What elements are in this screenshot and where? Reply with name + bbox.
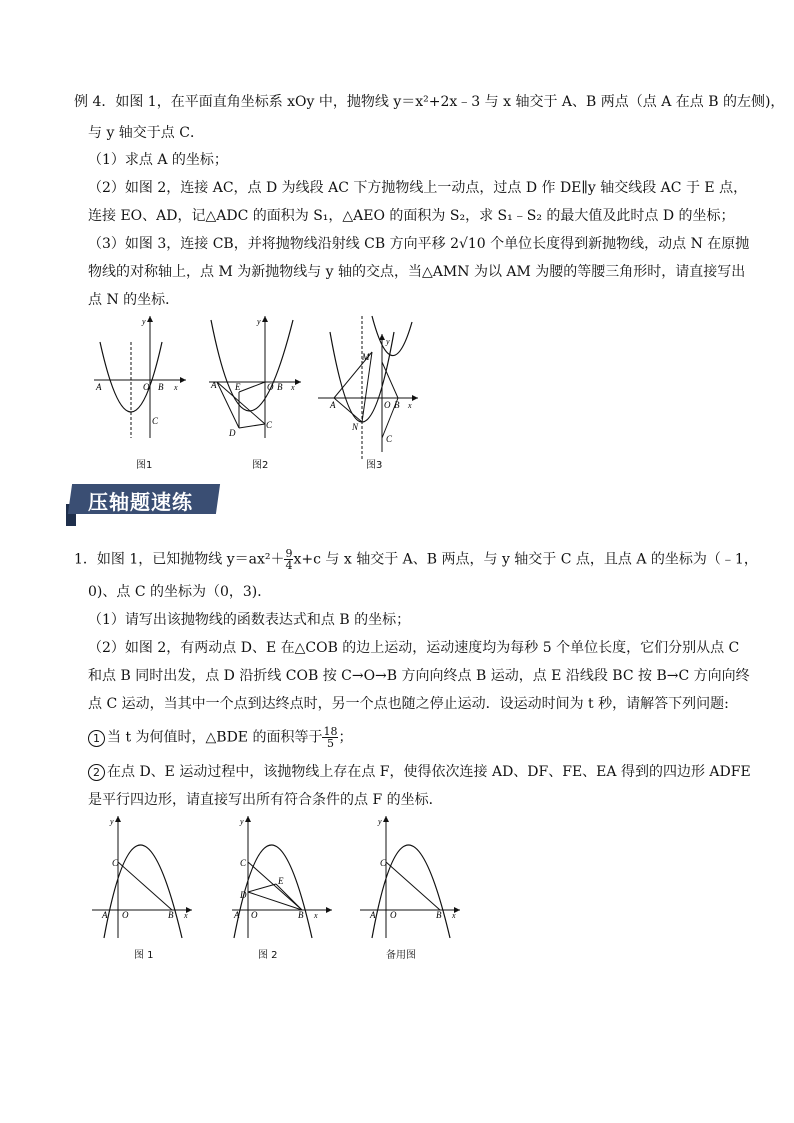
label-B: B [168,910,174,920]
caption-fig3-top: 图3 [366,460,383,471]
example-question-2b: 连接 EO、AD，记△ADC 的面积为 S₁，△AEO 的面积为 S₂，求 S₁﹣S₂ 的最大值及此时点 D 的坐标； [88,208,735,224]
example-question-3b: 物线的对称轴上，点 M 为新抛物线与 y 轴的交点，当△AMN 为以 AM 为腰的等腰三角形时，请直接写出 [88,264,746,280]
example-question-3c: 点 N 的坐标． [88,292,180,308]
problem1-question-2b: 和点 B 同时出发，点 D 沿折线 COB 按 C→O→B 方向向终点 B 运动，点 E 沿线段 BC 按 B→C 方向向终 [88,668,750,684]
figure-1-top [90,312,190,446]
label-M: M [362,352,370,362]
figure-2-bottom [228,812,338,946]
example-question-1: （1）求点 A 的坐标； [88,152,228,168]
figure-3-top [316,312,426,466]
problem1-subquestion-1 [88,726,352,749]
label-y: y [110,817,114,826]
label-C: C [152,416,159,426]
label-x: x [314,911,318,920]
label-C: C [266,420,273,430]
label-y: y [240,817,244,826]
subq2-text-a: 在点 D、E 运动过程中，该抛物线上存在点 F，使得依次连接 AD、DF、FE、EA 得到的四边形 ADFE [107,764,751,780]
frac-num: 9 [285,547,293,560]
label-B: B [277,382,283,392]
label-x: x [174,383,178,392]
subq1-text-a: 当 t 为何值时，△BDE 的面积等于 [107,729,323,746]
frac-den: 5 [326,737,334,750]
problem1-question-2c: 点 C 运动，当其中一个点到达终点时，另一个点也随之停止运动．设运动时间为 t 秒，请解答下列问题: [88,696,729,712]
label-A: A [234,910,240,920]
label-E: E [235,382,241,392]
label-x: x [408,401,412,410]
caption-fig2-bottom: 图 2 [258,950,278,961]
problem1-line-1a: 1．如图 1，已知抛物线 y＝ax²＋ [74,551,285,568]
label-D: D [229,428,236,438]
caption-fig1-bottom: 图 1 [134,950,154,961]
label-A: A [370,910,376,920]
label-A: A [96,382,102,392]
frac-num: 18 [323,725,338,738]
label-O: O [122,910,129,920]
figure-2-top [205,312,305,446]
label-x: x [452,911,456,920]
label-y: y [257,317,261,326]
problem1-line-2: 0)、点 C 的坐标为（0，3)． [88,584,272,600]
problem1-question-1: （1）请写出该抛物线的函数表达式和点 B 的坐标； [88,612,411,628]
problem1-subquestion-2a [88,762,751,782]
problem1-question-2a: （2）如图 2，有两动点 D、E 在△COB 的边上运动，运动速度均为每秒 5 个单位长度，它们分别从点 C [88,640,740,656]
label-y: y [378,817,382,826]
label-A: A [211,380,217,390]
caption-backup: 备用图 [386,950,416,961]
label-A: A [102,910,108,920]
label-B: B [298,910,304,920]
label-O: O [267,382,274,392]
label-C: C [386,434,393,444]
example-line-1: 例 4．如图 1，在平面直角坐标系 xOy 中，抛物线 y＝x²+2x﹣3 与 x 轴交于 A、B 两点（点 A 在点 B 的左侧)， [74,94,785,110]
frac-den: 4 [285,559,293,572]
section-banner [70,480,218,520]
label-A: A [330,400,336,410]
label-C: C [380,858,387,868]
label-B: B [394,400,400,410]
subq1-text-b: ； [338,729,353,746]
label-B: B [436,910,442,920]
label-C: C [112,858,119,868]
caption-fig2-top: 图2 [252,460,269,471]
example-line-2: 与 y 轴交于点 C． [88,125,204,141]
label-O: O [384,400,391,410]
label-N: N [352,422,359,432]
label-B: B [158,382,164,392]
label-x: x [291,383,295,392]
circled-1-mark: 1 [88,730,105,747]
figure-backup [356,812,466,946]
fraction-18-5 [322,726,338,749]
caption-fig1-top: 图1 [136,460,153,471]
label-E: E [278,876,284,886]
example-question-3a: （3）如图 3，连接 CB，并将抛物线沿射线 CB 方向平移 2√10 个单位长度得到新抛物线，动点 N 在原抛 [88,236,750,252]
problem1-line-1b: x+c 与 x 轴交于 A、B 两点，与 y 轴交于 C 点，且点 A 的坐标为（﹣1， [293,551,758,568]
label-x: x [184,911,188,920]
label-y: y [142,317,146,326]
label-O: O [143,382,150,392]
label-y: y [386,337,390,346]
problem1-subquestion-2b: 是平行四边形，请直接写出所有符合条件的点 F 的坐标． [88,792,443,808]
figure-1-bottom [88,812,198,946]
label-D: D [240,890,247,900]
label-C: C [240,858,247,868]
example-question-2a: （2）如图 2，连接 AC，点 D 为线段 AC 下方抛物线上一动点，过点 D 作 DE∥y 轴交线段 AC 于 E 点， [88,180,748,196]
label-O: O [251,910,258,920]
problem1-line-1 [74,548,758,571]
label-O: O [390,910,397,920]
banner-title: 压轴题速练 [88,490,193,514]
circled-2-mark: 2 [88,764,105,781]
